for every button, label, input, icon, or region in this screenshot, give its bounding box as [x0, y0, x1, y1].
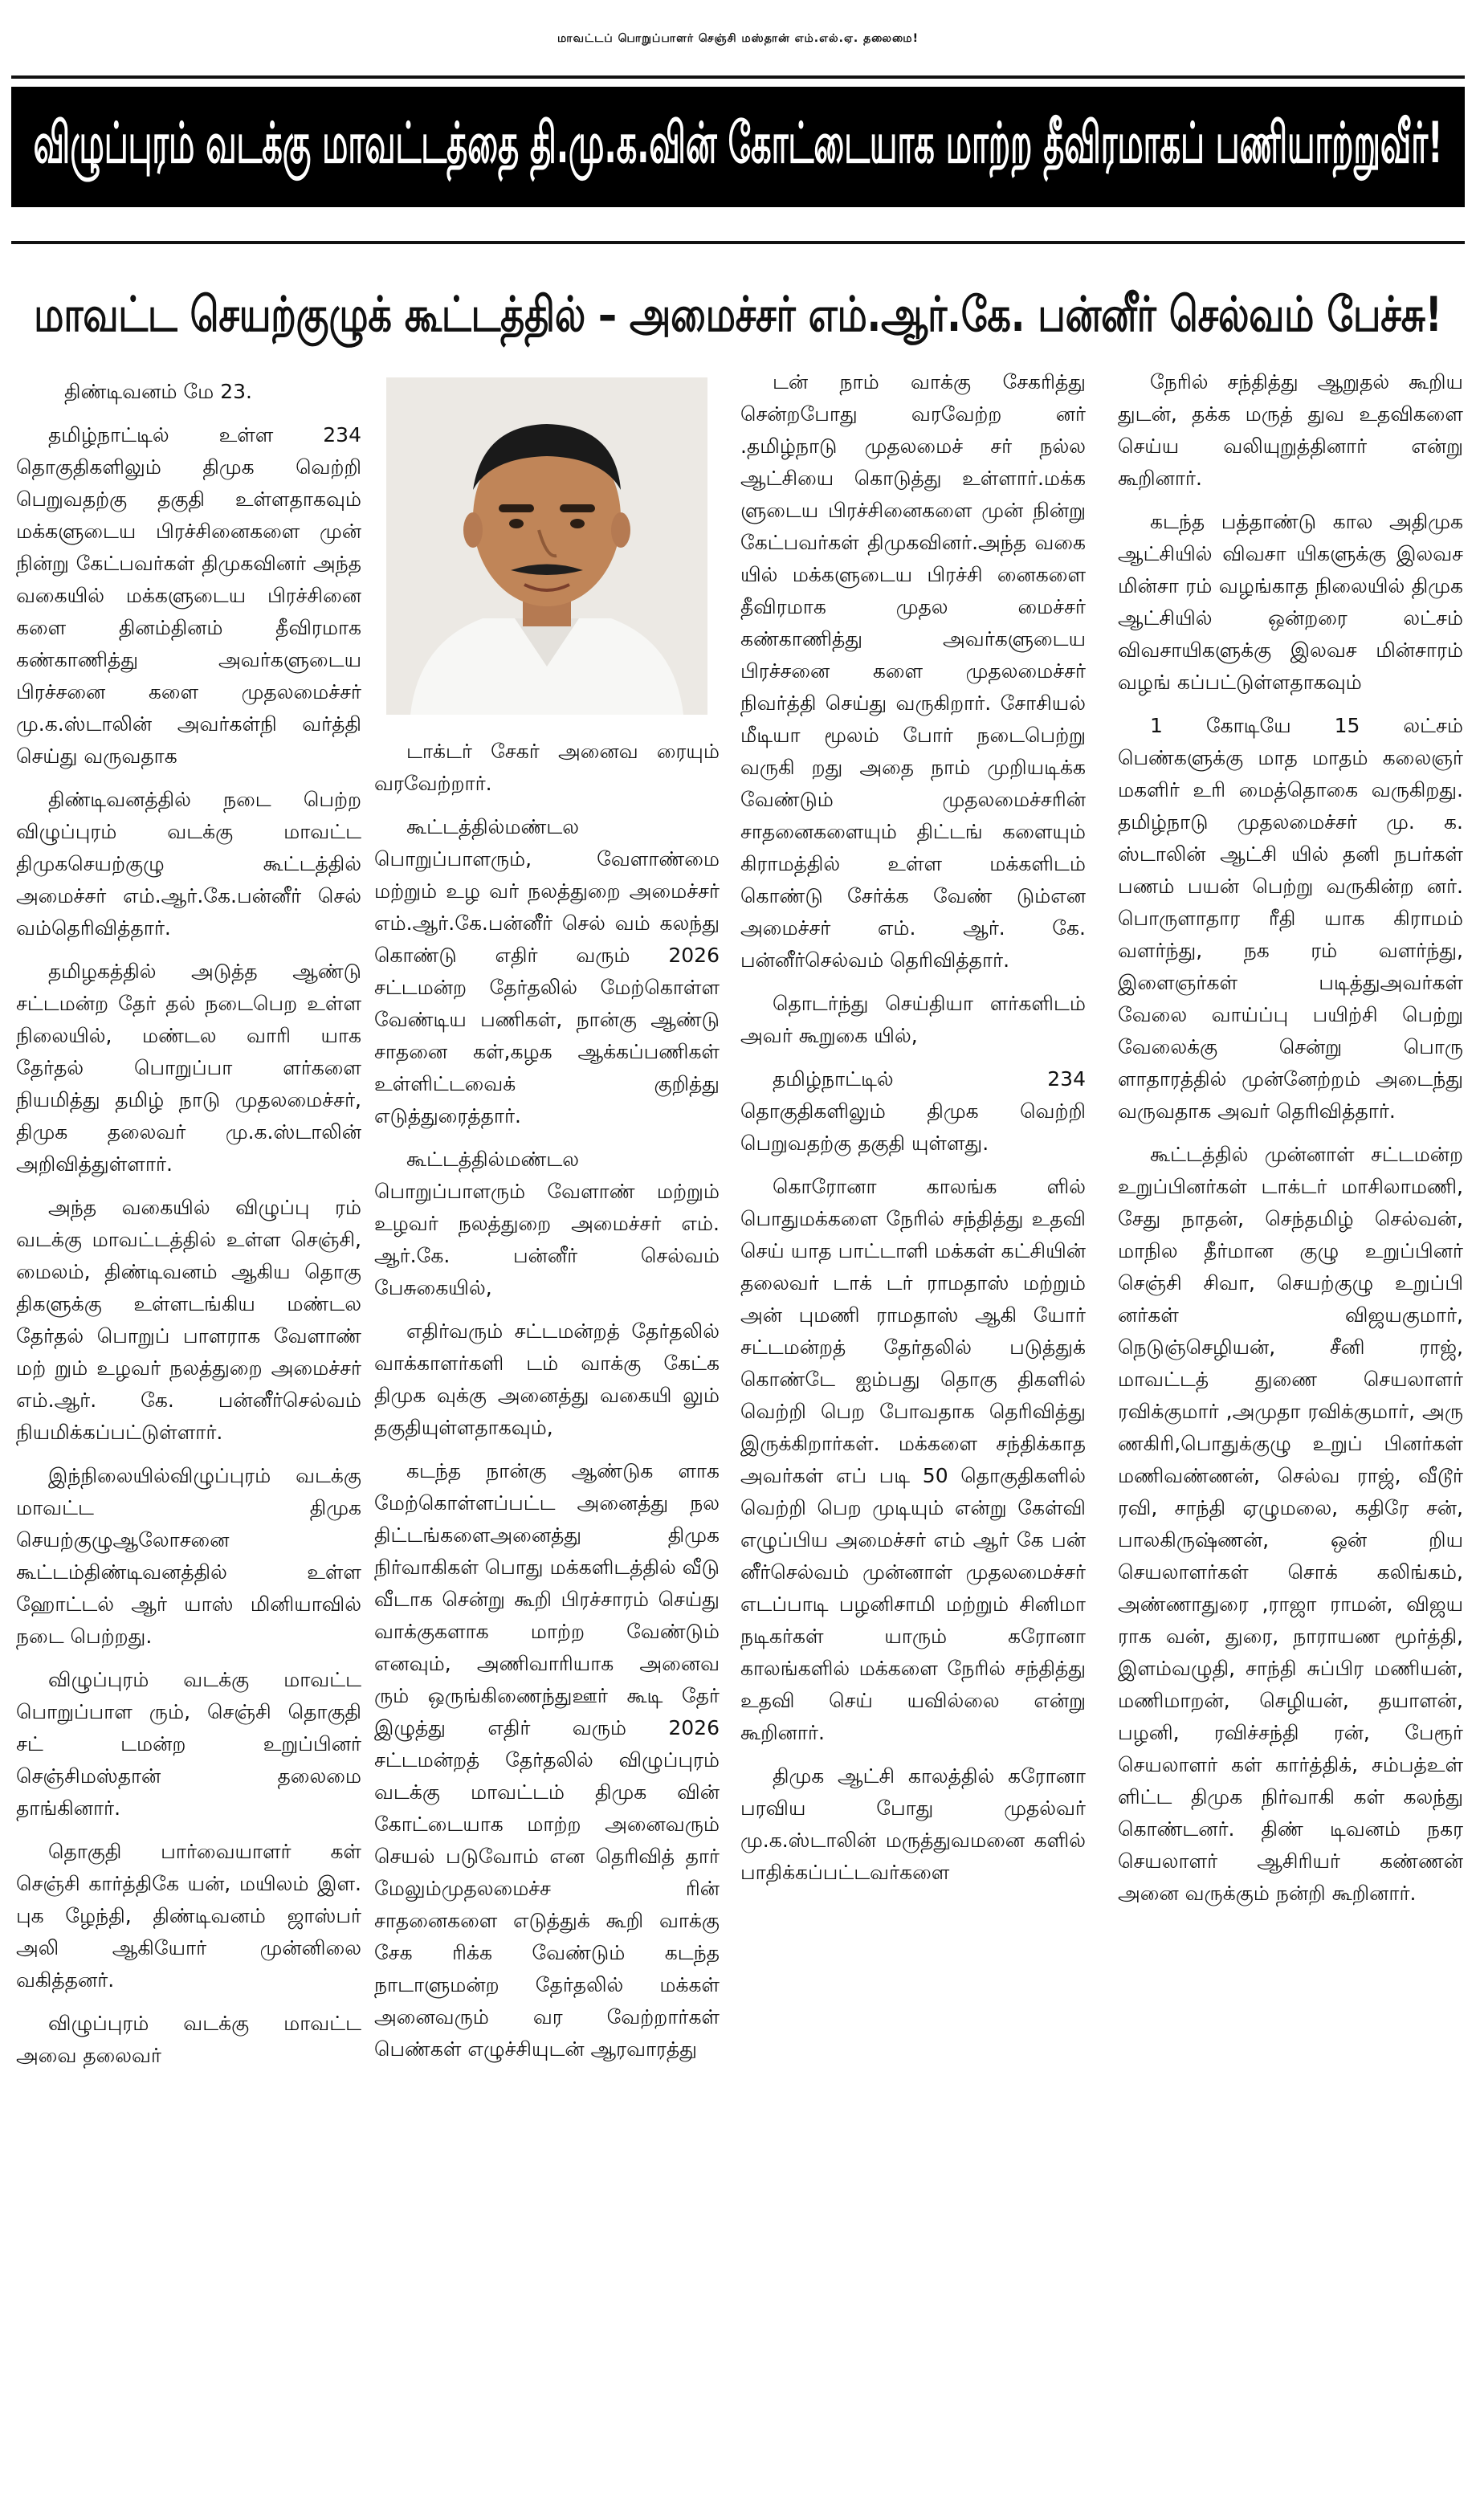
- paragraph: எதிர்வரும் சட்டமன்றத் தேர்தலில் வாக்காளர்களி டம் வாக்கு கேட்க திமுக வுக்கு அனைத்து வகையி லும் தகுதியுள்ளதாகவும்,: [374, 1319, 720, 1439]
- paragraph: தொடர்ந்து செய்தியா ளர்களிடம் அவர் கூறுகை யில்,: [740, 992, 1086, 1047]
- paragraph: கொரோனா காலங்க ளில் பொதுமக்களை நேரில் சந்தித்து உதவி செய் யாத பாட்டாளி மக்கள் கட்சியின் தலைவர் டாக் டர் ராமதாஸ் மற்றும் அன் புமணி ராமதாஸ் ஆகி யோர் சட்டமன்றத் தேர்தலில் படுத்துக் கொண்டே ஐம்பது தொகு திகளில் வெற்றி பெற போவதாக தெரிவித்து இருக்கிறார்கள். மக்களை சந்திக்காத அவர்கள் எப் படி 50 தொகுதிகளில் வெற்றி பெற முடியும் என்று கேள்வி எழுப்பிய அமைச்சர் எம் ஆர் கே பன் னீர்செல்வம் முன்னாள் முதலமைச்சர் எடப்பாடி பழனிசாமி மற்றும் சினிமா நடிகர்கள் யாரும் கரோனா காலங்களில் மக்களை நேரில் சந்தித்து உதவி செய் யவில்லை என்று கூறினார்.: [740, 1175, 1086, 1744]
- minister-photo: [386, 377, 707, 715]
- headline-top: மாவட்டப் பொறுப்பாளர் செஞ்சி மஸ்தான் எம்.எல்.ஏ. தலைமை!: [557, 32, 919, 45]
- paragraph: தமிழகத்தில் அடுத்த ஆண்டு சட்டமன்ற தேர் தல் நடைபெற உள்ள நிலையில், மண்டல வாரி யாக தேர்தல் பொறுப்பா ளர்களை நியமித்து தமிழ் நாடு முதலமைச்சர், திமுக தலைவர் மு.க.ஸ்டாலின் அறிவித்துள்ளார்.: [16, 960, 361, 1176]
- paragraph: கடந்த பத்தாண்டு கால அதிமுக ஆட்சியில் விவசா யிகளுக்கு இலவச மின்சா ரம் வழங்காத நிலையில் திமுக ஆட்சியில் ஒன்றரை லட்சம் விவசாயிகளுக்கு இலவச மின்சாரம் வழங் கப்பட்டுள்ளதாகவும்: [1118, 510, 1463, 694]
- paragraph: திண்டிவனத்தில் நடை பெற்ற விழுப்புரம் வடக்கு மாவட்ட திமுகசெயற்குழு கூட்டத்தில் அமைச்சர் எம்.ஆர்.கே.பன்னீர் செல் வம்தெரிவித்தார்.: [16, 788, 361, 940]
- headline-main: [11, 87, 1465, 207]
- article-column-1: [16, 376, 361, 2512]
- headline-sub: [11, 270, 1465, 365]
- paragraph: இந்நிலையில்விழுப்புரம் வடக்கு மாவட்ட திமுக செயற்குழுஆலோசனை கூட்டம்திண்டிவனத்தில் உள்ள ஹோட்டல் ஆர் யாஸ் மினியாவில் நடை பெற்றது.: [16, 1464, 361, 1648]
- paragraph: 1 கோடியே 15 லட்சம் பெண்களுக்கு மாத மாதம் கலைஞர் மகளிர் உரி மைத்தொகை வருகிறது. தமிழ்நாடு முதலமைச்சர் மு. க. ஸ்டாலின் ஆட்சி யில் தனி நபர்கள் பணம் பயன் பெற்று வருகின்ற னர். பொருளாதார ரீதி யாக கிராமம் வளர்ந்து, நக ரம் வளர்ந்து, இளைஞர்கள் படித்துஅவர்கள் வேலை வாய்ப்பு பயிற்சி பெற்று வேலைக்கு சென்று பொரு ளாதாரத்தில் முன்னேற்றம் அடைந்து வருவதாக அவர் தெரிவித்தார்.: [1118, 714, 1463, 1123]
- paragraph: அந்த வகையில் விழுப்பு ரம் வடக்கு மாவட்டத்தில் உள்ள செஞ்சி, மைலம், திண்டிவனம் ஆகிய தொகு திகளுக்கு உள்ளடங்கிய மண்டல தேர்தல் பொறுப் பாளராக வேளாண் மற் றும் உழவர் நலத்துறை அமைச்சர் எம்.ஆர். கே. பன்னீர்செல்வம் நியமிக்கப்பட்டுள்ளார்.: [16, 1196, 361, 1444]
- paragraph: திமுக ஆட்சி காலத்தில் கரோனா பரவிய போது முதல்வர் மு.க.ஸ்டாலின் மருத்துவமனை களில் பாதிக்கப்பட்டவர்களை: [740, 1764, 1086, 1884]
- paragraph: கடந்த நான்கு ஆண்டுக ளாக மேற்கொள்ளப்பட்ட அனைத்து நல திட்டங்களைஅனைத்து திமுக நிர்வாகிகள் பொது மக்களிடத்தில் வீடு வீடாக சென்று கூறி பிரச்சாரம் செய்து வாக்குகளாக மாற்ற வேண்டும் எனவும், அணிவாரியாக அனைவ ரும் ஒருங்கிணைந்துஊர் கூடி தேர் இழுத்து எதிர் வரும் 2026 சட்டமன்றத் தேர்தலில் விழுப்புரம் வடக்கு மாவட்டம் திமுக வின் கோட்டையாக மாற்ற அனைவரும் செயல் படுவோம் என தெரிவித் தார் மேலும்முதலமைச்ச ரின் சாதனைகளை எடுத்துக் கூறி வாக்கு சேக ரிக்க வேண்டும் கடந்த நாடாளுமன்ற தேர்தலில் மக்கள் அனைவரும் வர வேற்றார்கள் பெண்கள் எழுச்சியுடன் ஆரவாரத்து: [374, 1459, 720, 2061]
- paragraph: கூட்டத்தில்மண்டல பொறுப்பாளரும், வேளாண்மை மற்றும் உழ வர் நலத்துறை அமைச்சர் எம்.ஆர்.கே.பன்னீர் செல் வம் கலந்து கொண்டு எதிர் வரும் 2026 சட்டமன்ற தேர்தலில் மேற்கொள்ள வேண்டிய பணிகள், நான்கு ஆண்டு சாதனை கள்,கழக ஆக்கப்பணிகள் உள்ளிட்டவைக் குறித்து எடுத்துரைத்தார்.: [374, 815, 720, 1127]
- headline-main-text: விழுப்புரம் வடக்கு மாவட்டத்தை தி.மு.க.வின் கோட்டையாக மாற்ற தீவிரமாகப் பணியாற்றுவீர்!: [33, 111, 1443, 176]
- paragraph: கூட்டத்தில் முன்னாள் சட்டமன்ற உறுப்பினர்கள் டாக்டர் மாசிலாமணி, சேது நாதன், செந்தமிழ் செல்வன், மாநில தீர்மான குழு உறுப்பினர் செஞ்சி சிவா, செயற்குழு உறுப்பி னர்கள் விஜயகுமார், நெடுஞ்செழியன், சீனி ராஜ், மாவட்டத் துணை செயலாளர் ரவிக்குமார் ,அமுதா ரவிக்குமார், அரு ணகிரி,பொதுக்குழு உறுப் பினர்கள் மணிவண்ணன், செல்வ ராஜ், வீடூர் ரவி, சாந்தி ஏழுமலை, கதிரே சன், பாலகிருஷ்ணன், ஒன் றிய செயலாளர்கள் சொக் கலிங்கம், அண்ணாதுரை ,ராஜா ராமன், விஜய ராக வன், துரை, நாராயண மூர்த்தி, இளம்வழுதி, சாந்தி சுப்பிர மணியன், மணிமாறன், செழியன், தயாளன், பழனி, ரவிச்சந்தி ரன், பேரூர் செயலாளர் கள் கார்த்திக், சம்பத்உள் ளிட்ட திமுக நிர்வாகி கள் கலந்து கொண்டனர். திண் டிவனம் நகர செயலாளர் ஆசிரியர் கண்ணன் அனை வருக்கும் நன்றி கூறினார்.: [1118, 1143, 1463, 1905]
- rule-top: [11, 75, 1465, 79]
- dateline: திண்டிவனம் மே 23.: [64, 380, 252, 403]
- portrait-image: [386, 377, 707, 715]
- headline-sub-text: மாவட்ட செயற்குழுக் கூட்டத்தில் – அமைச்சர் எம்.ஆர்.கே. பன்னீர் செல்வம் பேச்சு!: [34, 285, 1442, 342]
- paragraph: டாக்டர் சேகர் அனைவ ரையும் வரவேற்றார்.: [374, 740, 720, 795]
- article-column-3: [740, 366, 1086, 2512]
- paragraph: நேரில் சந்தித்து ஆறுதல் கூறிய துடன், தக்க மருத் துவ உதவிகளை செய்ய வலியுறுத்தினார் என்று கூறினார்.: [1118, 370, 1463, 490]
- paragraph: விழுப்புரம் வடக்கு மாவட்ட அவை தலைவர்: [16, 2012, 361, 2067]
- article-column-4: [1118, 366, 1463, 2512]
- paragraph: கூட்டத்தில்மண்டல பொறுப்பாளரும் வேளாண் மற்றும் உழவர் நலத்துறை அமைச்சர் எம். ஆர்.கே. பன்னீர் செல்வம் பேசுகையில்,: [374, 1148, 720, 1299]
- rule-mid: [11, 241, 1465, 244]
- paragraph: டன் நாம் வாக்கு சேகரித்து சென்றபோது வரவேற்ற னர் .தமிழ்நாடு முதலமைச் சர் நல்ல ஆட்சியை கொடுத்து உள்ளார்.மக்க ளுடைய பிரச்சினைகளை முன் நின்று கேட்பவர்கள் திமுகவினர்.அந்த வகை யில் மக்களுடைய பிரச்சி னைகளை தீவிரமாக முதல மைச்சர் கண்காணித்து அவர்களுடைய பிரச்சனை களை முதலமைச்சர் நிவர்த்தி செய்து வருகிறார். சோசியல் மீடியா மூலம் போர் நடைபெற்று வருகி றது அதை நாம் முறியடிக்க வேண்டும் முதலமைச்சரின் சாதனைகளையும் திட்டங் களையும் கிராமத்தில் உள்ள மக்களிடம் கொண்டு சேர்க்க வேண் டும்என அமைச்சர் எம். ஆர். கே. பன்னீர்செல்வம் தெரிவித்தார்.: [740, 370, 1086, 972]
- article-column-2: [374, 366, 720, 2512]
- paragraph: தமிழ்நாட்டில் உள்ள 234 தொகுதிகளிலும் திமுக வெற்றி பெறுவதற்கு தகுதி உள்ளதாகவும் மக்களுடைய பிரச்சினைகளை முன் நின்று கேட்பவர்கள் திமுகவினர் அந்த வகையில் மக்களுடைய பிரச்சினை களை தினம்தினம் தீவிரமாக கண்காணித்து அவர்களுடைய பிரச்சனை களை முதலமைச்சர் மு.க.ஸ்டாலின் அவர்கள்நி வர்த்தி செய்து வருவதாக: [16, 423, 361, 768]
- paragraph: விழுப்புரம் வடக்கு மாவட்ட பொறுப்பாள ரும், செஞ்சி தொகுதி சட் டமன்ற உறுப்பினர் செஞ்சிமஸ்தான் தலைமை தாங்கினார்.: [16, 1668, 361, 1820]
- paragraph: தொகுதி பார்வையாளர் கள் செஞ்சி கார்த்திகே யன், மயிலம் இள. புக ழேந்தி, திண்டிவனம் ஜாஸ்பர் அலி ஆகியோர் முன்னிலை வகித்தனர்.: [16, 1840, 361, 1992]
- paragraph: தமிழ்நாட்டில் 234 தொகுதிகளிலும் திமுக வெற்றி பெறுவதற்கு தகுதி யுள்ளது.: [740, 1067, 1086, 1155]
